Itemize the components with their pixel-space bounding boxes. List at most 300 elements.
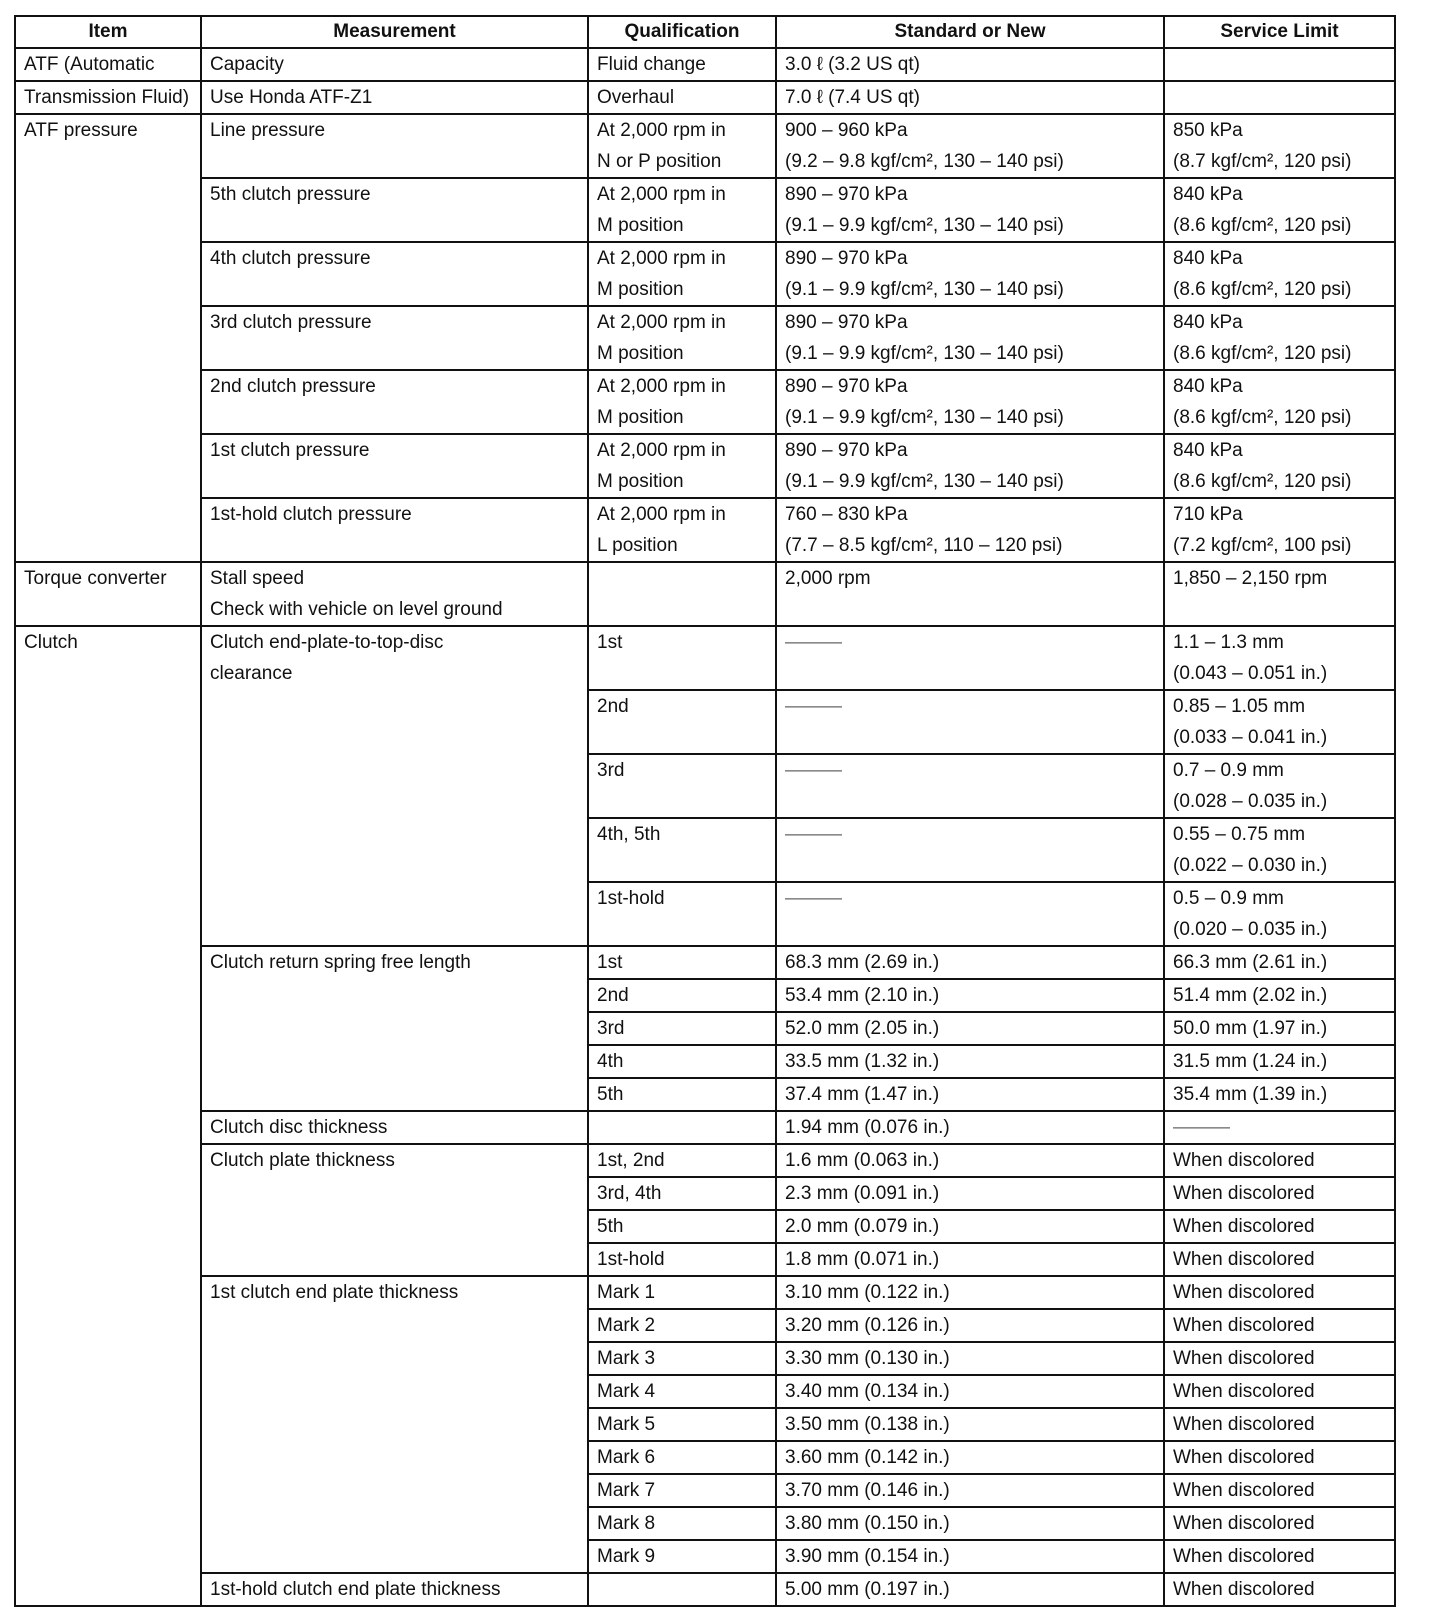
service-limit-cell-text: When discolored	[1173, 1381, 1315, 1402]
service-limit-cell-text: (8.6 kgf/cm², 120 psi)	[1173, 471, 1352, 492]
standard-cell	[776, 1012, 1164, 1045]
measurement-cell	[201, 81, 588, 114]
measurement-cell-text: Clutch return spring free length	[210, 952, 471, 973]
standard-cell	[776, 1408, 1164, 1441]
service-limit-cell	[1164, 48, 1395, 81]
service-limit-cell-text: When discolored	[1173, 1282, 1315, 1303]
qualification-cell-text: M position	[597, 407, 684, 428]
measurement-cell-text: Clutch end-plate-to-top-disc	[210, 632, 444, 653]
qualification-cell-text: M position	[597, 215, 684, 236]
service-limit-cell	[1164, 1441, 1395, 1474]
qualification-cell-text: M position	[597, 343, 684, 364]
qualification-cell	[588, 1243, 776, 1276]
measurement-cell-text: Clutch plate thickness	[210, 1150, 395, 1171]
standard-cell	[776, 242, 1164, 306]
service-limit-cell-text: 51.4 mm (2.02 in.)	[1173, 985, 1328, 1006]
standard-cell-text: 3.0 ℓ (3.2 US qt)	[785, 54, 920, 75]
standard-cell-text: (9.1 – 9.9 kgf/cm², 130 – 140 psi)	[785, 471, 1064, 492]
service-limit-cell-text: 0.55 – 0.75 mm	[1173, 824, 1306, 845]
standard-cell	[776, 1573, 1164, 1606]
service-limit-cell-text: When discolored	[1173, 1513, 1315, 1534]
service-limit-cell	[1164, 1408, 1395, 1441]
standard-cell-text: 2,000 rpm	[785, 568, 871, 589]
standard-cell-text: ———	[785, 696, 842, 717]
service-limit-cell-text: (7.2 kgf/cm², 100 psi)	[1173, 535, 1352, 556]
standard-cell	[776, 1111, 1164, 1144]
qualification-cell	[588, 1342, 776, 1375]
service-limit-cell-text: 840 kPa	[1173, 312, 1243, 333]
item-cell	[15, 81, 201, 114]
qualification-cell	[588, 1012, 776, 1045]
service-limit-cell-text: 0.5 – 0.9 mm	[1173, 888, 1284, 909]
standard-cell	[776, 1144, 1164, 1177]
standard-cell-text: 37.4 mm (1.47 in.)	[785, 1084, 940, 1105]
service-limit-cell	[1164, 1045, 1395, 1078]
measurement-cell-text: Check with vehicle on level ground	[210, 599, 503, 620]
standard-cell-text: 3.10 mm (0.122 in.)	[785, 1282, 950, 1303]
qualification-cell	[588, 1078, 776, 1111]
service-limit-cell-text: 850 kPa	[1173, 120, 1243, 141]
standard-cell	[776, 1177, 1164, 1210]
standard-cell	[776, 306, 1164, 370]
standard-cell	[776, 1441, 1164, 1474]
qualification-cell-text: N or P position	[597, 151, 722, 172]
measurement-cell	[201, 114, 588, 178]
measurement-cell	[201, 498, 588, 562]
measurement-cell-text: 1st clutch pressure	[210, 440, 370, 461]
qualification-cell	[588, 306, 776, 370]
table-row	[15, 1573, 1395, 1606]
measurement-cell	[201, 626, 588, 946]
qualification-cell-text: Mark 8	[597, 1513, 656, 1534]
qualification-cell-text: Mark 5	[597, 1414, 656, 1435]
standard-cell-text: 3.80 mm (0.150 in.)	[785, 1513, 950, 1534]
service-limit-cell-text: (8.6 kgf/cm², 120 psi)	[1173, 407, 1352, 428]
service-limit-cell-text: When discolored	[1173, 1546, 1315, 1567]
standard-cell	[776, 1474, 1164, 1507]
standard-cell	[776, 178, 1164, 242]
service-limit-cell-text: (0.022 – 0.030 in.)	[1173, 855, 1328, 876]
standard-cell-text: 3.60 mm (0.142 in.)	[785, 1447, 950, 1468]
service-limit-cell-text: When discolored	[1173, 1249, 1315, 1270]
standard-cell	[776, 1375, 1164, 1408]
standard-cell	[776, 1309, 1164, 1342]
service-limit-cell-text: (0.020 – 0.035 in.)	[1173, 919, 1328, 940]
service-limit-cell	[1164, 1474, 1395, 1507]
qualification-cell-text: M position	[597, 279, 684, 300]
service-limit-cell-text: 840 kPa	[1173, 184, 1243, 205]
qualification-cell	[588, 818, 776, 882]
standard-cell	[776, 1045, 1164, 1078]
header-row	[15, 16, 1395, 48]
qualification-cell	[588, 946, 776, 979]
header-service-limit: Service Limit	[1164, 16, 1395, 48]
measurement-cell-text: Clutch disc thickness	[210, 1117, 388, 1138]
service-limit-cell-text: 0.7 – 0.9 mm	[1173, 760, 1284, 781]
qualification-cell-text: At 2,000 rpm in	[597, 440, 726, 461]
measurement-cell-text: 4th clutch pressure	[210, 248, 371, 269]
table-row	[15, 1144, 1395, 1177]
service-limit-cell	[1164, 818, 1395, 882]
service-limit-cell	[1164, 370, 1395, 434]
header-qualification: Qualification	[588, 16, 776, 48]
service-limit-cell-text: (0.043 – 0.051 in.)	[1173, 663, 1328, 684]
qualification-cell-text: 1st	[597, 632, 623, 653]
table-row	[15, 81, 1395, 114]
item-cell-text: ATF (Automatic	[24, 54, 155, 75]
service-limit-cell-text: 31.5 mm (1.24 in.)	[1173, 1051, 1328, 1072]
qualification-cell	[588, 979, 776, 1012]
qualification-cell-text: 5th	[597, 1216, 624, 1237]
standard-cell-text: 890 – 970 kPa	[785, 376, 908, 397]
standard-cell	[776, 1276, 1164, 1309]
table-row	[15, 114, 1395, 178]
service-limit-cell	[1164, 1342, 1395, 1375]
qualification-cell-text: Mark 7	[597, 1480, 656, 1501]
qualification-cell-text: 2nd	[597, 696, 629, 717]
standard-cell-text: (9.1 – 9.9 kgf/cm², 130 – 140 psi)	[785, 215, 1064, 236]
service-limit-cell	[1164, 1012, 1395, 1045]
qualification-cell-text: At 2,000 rpm in	[597, 120, 726, 141]
standard-cell	[776, 1078, 1164, 1111]
service-limit-cell	[1164, 979, 1395, 1012]
service-limit-cell	[1164, 946, 1395, 979]
measurement-cell-text: 3rd clutch pressure	[210, 312, 372, 333]
measurement-cell	[201, 562, 588, 626]
qualification-cell	[588, 562, 776, 626]
measurement-cell	[201, 370, 588, 434]
qualification-cell-text: 4th, 5th	[597, 824, 661, 845]
service-limit-cell-text: (8.6 kgf/cm², 120 psi)	[1173, 343, 1352, 364]
qualification-cell	[588, 81, 776, 114]
measurement-cell-text: clearance	[210, 663, 293, 684]
qualification-cell	[588, 882, 776, 946]
service-limit-cell	[1164, 626, 1395, 690]
qualification-cell-text: At 2,000 rpm in	[597, 248, 726, 269]
header-item: Item	[15, 16, 201, 48]
measurement-cell	[201, 434, 588, 498]
service-limit-cell	[1164, 242, 1395, 306]
service-limit-cell-text: (8.6 kgf/cm², 120 psi)	[1173, 279, 1352, 300]
table-row	[15, 48, 1395, 81]
qualification-cell	[588, 48, 776, 81]
standard-cell	[776, 498, 1164, 562]
service-limit-cell-text: 50.0 mm (1.97 in.)	[1173, 1018, 1328, 1039]
table-row	[15, 370, 1395, 434]
qualification-cell-text: 1st-hold	[597, 1249, 665, 1270]
standard-cell-text: 1.6 mm (0.063 in.)	[785, 1150, 940, 1171]
service-limit-cell	[1164, 498, 1395, 562]
standard-cell-text: (9.1 – 9.9 kgf/cm², 130 – 140 psi)	[785, 407, 1064, 428]
standard-cell-text: (9.2 – 9.8 kgf/cm², 130 – 140 psi)	[785, 151, 1064, 172]
qualification-cell	[588, 1573, 776, 1606]
qualification-cell-text: 5th	[597, 1084, 624, 1105]
qualification-cell-text: Mark 1	[597, 1282, 656, 1303]
standard-cell-text: 5.00 mm (0.197 in.)	[785, 1579, 950, 1600]
service-limit-cell	[1164, 1111, 1395, 1144]
item-cell-text: ATF pressure	[24, 120, 138, 141]
standard-cell-text: 900 – 960 kPa	[785, 120, 908, 141]
standard-cell-text: 3.40 mm (0.134 in.)	[785, 1381, 950, 1402]
standard-cell	[776, 434, 1164, 498]
specifications-table	[14, 15, 1396, 1607]
qualification-cell	[588, 690, 776, 754]
service-limit-cell	[1164, 1309, 1395, 1342]
table-row	[15, 946, 1395, 979]
service-limit-cell	[1164, 1210, 1395, 1243]
service-limit-cell	[1164, 434, 1395, 498]
service-limit-cell	[1164, 562, 1395, 626]
qualification-cell-text: 1st-hold	[597, 888, 665, 909]
standard-cell-text: 53.4 mm (2.10 in.)	[785, 985, 940, 1006]
service-limit-cell-text: When discolored	[1173, 1414, 1315, 1435]
standard-cell	[776, 114, 1164, 178]
service-limit-cell	[1164, 178, 1395, 242]
qualification-cell-text: 4th	[597, 1051, 624, 1072]
qualification-cell-text: At 2,000 rpm in	[597, 504, 726, 525]
standard-cell-text: ———	[785, 888, 842, 909]
service-limit-cell-text: 840 kPa	[1173, 248, 1243, 269]
qualification-cell	[588, 1111, 776, 1144]
standard-cell-text: (7.7 – 8.5 kgf/cm², 110 – 120 psi)	[785, 535, 1063, 556]
table-row	[15, 498, 1395, 562]
item-cell-text: Clutch	[24, 632, 78, 653]
qualification-cell-text: At 2,000 rpm in	[597, 376, 726, 397]
qualification-cell-text: Mark 4	[597, 1381, 656, 1402]
service-limit-cell-text: When discolored	[1173, 1183, 1315, 1204]
service-limit-cell-text: When discolored	[1173, 1447, 1315, 1468]
service-limit-cell-text: 710 kPa	[1173, 504, 1243, 525]
qualification-cell-text: 3rd	[597, 760, 625, 781]
service-limit-cell	[1164, 1243, 1395, 1276]
standard-cell-text: 7.0 ℓ (7.4 US qt)	[785, 87, 920, 108]
header-measurement: Measurement	[201, 16, 588, 48]
qualification-cell	[588, 1309, 776, 1342]
standard-cell	[776, 48, 1164, 81]
qualification-cell-text: 1st	[597, 952, 623, 973]
qualification-cell-text: 3rd, 4th	[597, 1183, 662, 1204]
measurement-cell-text: Stall speed	[210, 568, 305, 589]
standard-cell-text: 3.30 mm (0.130 in.)	[785, 1348, 950, 1369]
table-row	[15, 242, 1395, 306]
standard-cell	[776, 1210, 1164, 1243]
qualification-cell	[588, 434, 776, 498]
measurement-cell	[201, 306, 588, 370]
service-limit-cell-text: (0.033 – 0.041 in.)	[1173, 727, 1328, 748]
measurement-cell-text: Line pressure	[210, 120, 326, 141]
measurement-cell	[201, 48, 588, 81]
service-limit-cell	[1164, 1507, 1395, 1540]
standard-cell	[776, 370, 1164, 434]
standard-cell	[776, 818, 1164, 882]
standard-cell-text: 890 – 970 kPa	[785, 184, 908, 205]
service-limit-cell	[1164, 306, 1395, 370]
measurement-cell-text: 1st clutch end plate thickness	[210, 1282, 459, 1303]
qualification-cell-text: Overhaul	[597, 87, 675, 108]
service-limit-cell-text: (8.6 kgf/cm², 120 psi)	[1173, 215, 1352, 236]
standard-cell-text: 890 – 970 kPa	[785, 312, 908, 333]
item-cell-text: Torque converter	[24, 568, 167, 589]
qualification-cell-text: 1st, 2nd	[597, 1150, 665, 1171]
standard-cell	[776, 562, 1164, 626]
measurement-cell-text: Use Honda ATF-Z1	[210, 87, 373, 108]
table-row	[15, 1276, 1395, 1309]
measurement-cell-text: Capacity	[210, 54, 284, 75]
standard-cell	[776, 1342, 1164, 1375]
standard-cell-text: 3.70 mm (0.146 in.)	[785, 1480, 950, 1501]
standard-cell-text: 3.50 mm (0.138 in.)	[785, 1414, 950, 1435]
measurement-cell	[201, 1144, 588, 1276]
qualification-cell	[588, 1507, 776, 1540]
service-limit-cell	[1164, 690, 1395, 754]
measurement-cell	[201, 946, 588, 1111]
item-cell	[15, 114, 201, 562]
standard-cell	[776, 1243, 1164, 1276]
measurement-cell	[201, 1111, 588, 1144]
service-limit-cell-text: When discolored	[1173, 1315, 1315, 1336]
standard-cell	[776, 979, 1164, 1012]
measurement-cell	[201, 1276, 588, 1573]
standard-cell-text: ———	[785, 760, 842, 781]
qualification-cell-text: Mark 6	[597, 1447, 656, 1468]
service-limit-cell-text: When discolored	[1173, 1579, 1315, 1600]
measurement-cell-text: 5th clutch pressure	[210, 184, 371, 205]
standard-cell	[776, 1540, 1164, 1573]
service-limit-cell	[1164, 1573, 1395, 1606]
standard-cell-text: 890 – 970 kPa	[785, 440, 908, 461]
table-row	[15, 626, 1395, 690]
service-limit-cell	[1164, 1177, 1395, 1210]
table-row	[15, 178, 1395, 242]
standard-cell-text: 3.20 mm (0.126 in.)	[785, 1315, 950, 1336]
standard-cell-text: 2.0 mm (0.079 in.)	[785, 1216, 940, 1237]
qualification-cell	[588, 498, 776, 562]
standard-cell	[776, 1507, 1164, 1540]
measurement-cell-text: 2nd clutch pressure	[210, 376, 376, 397]
qualification-cell	[588, 1540, 776, 1573]
standard-cell-text: 760 – 830 kPa	[785, 504, 908, 525]
standard-cell	[776, 946, 1164, 979]
item-cell	[15, 48, 201, 81]
service-limit-cell-text: When discolored	[1173, 1348, 1315, 1369]
header-standard: Standard or New	[776, 16, 1164, 48]
qualification-cell	[588, 114, 776, 178]
qualification-cell-text: At 2,000 rpm in	[597, 184, 726, 205]
qualification-cell-text: Mark 3	[597, 1348, 656, 1369]
qualification-cell	[588, 1177, 776, 1210]
service-limit-cell	[1164, 1078, 1395, 1111]
standard-cell-text: 1.8 mm (0.071 in.)	[785, 1249, 940, 1270]
qualification-cell-text: At 2,000 rpm in	[597, 312, 726, 333]
qualification-cell	[588, 1375, 776, 1408]
qualification-cell-text: Mark 9	[597, 1546, 656, 1567]
qualification-cell	[588, 1276, 776, 1309]
service-limit-cell-text: 1.1 – 1.3 mm	[1173, 632, 1284, 653]
standard-cell-text: 68.3 mm (2.69 in.)	[785, 952, 940, 973]
measurement-cell-text: 1st-hold clutch end plate thickness	[210, 1579, 501, 1600]
measurement-cell	[201, 178, 588, 242]
qualification-cell	[588, 1441, 776, 1474]
service-limit-cell	[1164, 81, 1395, 114]
service-limit-cell	[1164, 1276, 1395, 1309]
qualification-cell	[588, 1408, 776, 1441]
standard-cell-text: ———	[785, 824, 842, 845]
qualification-cell-text: 3rd	[597, 1018, 625, 1039]
qualification-cell-text: 2nd	[597, 985, 629, 1006]
standard-cell-text: 33.5 mm (1.32 in.)	[785, 1051, 940, 1072]
standard-cell	[776, 690, 1164, 754]
standard-cell	[776, 754, 1164, 818]
standard-cell-text: ———	[785, 632, 842, 653]
standard-cell	[776, 81, 1164, 114]
qualification-cell-text: L position	[597, 535, 678, 556]
service-limit-cell	[1164, 882, 1395, 946]
standard-cell-text: (9.1 – 9.9 kgf/cm², 130 – 140 psi)	[785, 279, 1064, 300]
service-limit-cell-text: When discolored	[1173, 1480, 1315, 1501]
service-limit-cell-text: (0.028 – 0.035 in.)	[1173, 791, 1328, 812]
service-limit-cell	[1164, 1540, 1395, 1573]
standard-cell-text: 52.0 mm (2.05 in.)	[785, 1018, 940, 1039]
measurement-cell	[201, 1573, 588, 1606]
qualification-cell	[588, 626, 776, 690]
service-limit-cell-text: 0.85 – 1.05 mm	[1173, 696, 1306, 717]
table-row	[15, 1111, 1395, 1144]
service-limit-cell	[1164, 1144, 1395, 1177]
qualification-cell	[588, 1474, 776, 1507]
standard-cell	[776, 882, 1164, 946]
measurement-cell-text: 1st-hold clutch pressure	[210, 504, 412, 525]
service-limit-cell-text: (8.7 kgf/cm², 120 psi)	[1173, 151, 1352, 172]
standard-cell	[776, 626, 1164, 690]
service-limit-cell-text: When discolored	[1173, 1216, 1315, 1237]
qualification-cell-text: M position	[597, 471, 684, 492]
qualification-cell-text: Fluid change	[597, 54, 706, 75]
service-limit-cell-text: 840 kPa	[1173, 376, 1243, 397]
service-limit-cell-text: 1,850 – 2,150 rpm	[1173, 568, 1328, 589]
standard-cell-text: 3.90 mm (0.154 in.)	[785, 1546, 950, 1567]
qualification-cell	[588, 1210, 776, 1243]
qualification-cell-text: Mark 2	[597, 1315, 656, 1336]
item-cell	[15, 626, 201, 1606]
table-row	[15, 562, 1395, 626]
measurement-cell	[201, 242, 588, 306]
table-body	[15, 48, 1395, 1606]
service-limit-cell	[1164, 754, 1395, 818]
standard-cell-text: 1.94 mm (0.076 in.)	[785, 1117, 950, 1138]
service-limit-cell-text: ———	[1173, 1117, 1230, 1138]
service-limit-cell-text: 66.3 mm (2.61 in.)	[1173, 952, 1328, 973]
service-limit-cell	[1164, 114, 1395, 178]
item-cell	[15, 562, 201, 626]
qualification-cell	[588, 1144, 776, 1177]
qualification-cell	[588, 242, 776, 306]
item-cell-text: Transmission Fluid)	[24, 87, 190, 108]
service-limit-cell-text: 840 kPa	[1173, 440, 1243, 461]
qualification-cell	[588, 754, 776, 818]
service-limit-cell-text: When discolored	[1173, 1150, 1315, 1171]
table-row	[15, 434, 1395, 498]
spec-table-container	[14, 15, 1394, 1607]
standard-cell-text: 2.3 mm (0.091 in.)	[785, 1183, 940, 1204]
qualification-cell	[588, 370, 776, 434]
service-limit-cell-text: 35.4 mm (1.39 in.)	[1173, 1084, 1328, 1105]
table-row	[15, 306, 1395, 370]
service-limit-cell	[1164, 1375, 1395, 1408]
qualification-cell	[588, 1045, 776, 1078]
qualification-cell	[588, 178, 776, 242]
standard-cell-text: (9.1 – 9.9 kgf/cm², 130 – 140 psi)	[785, 343, 1064, 364]
standard-cell-text: 890 – 970 kPa	[785, 248, 908, 269]
